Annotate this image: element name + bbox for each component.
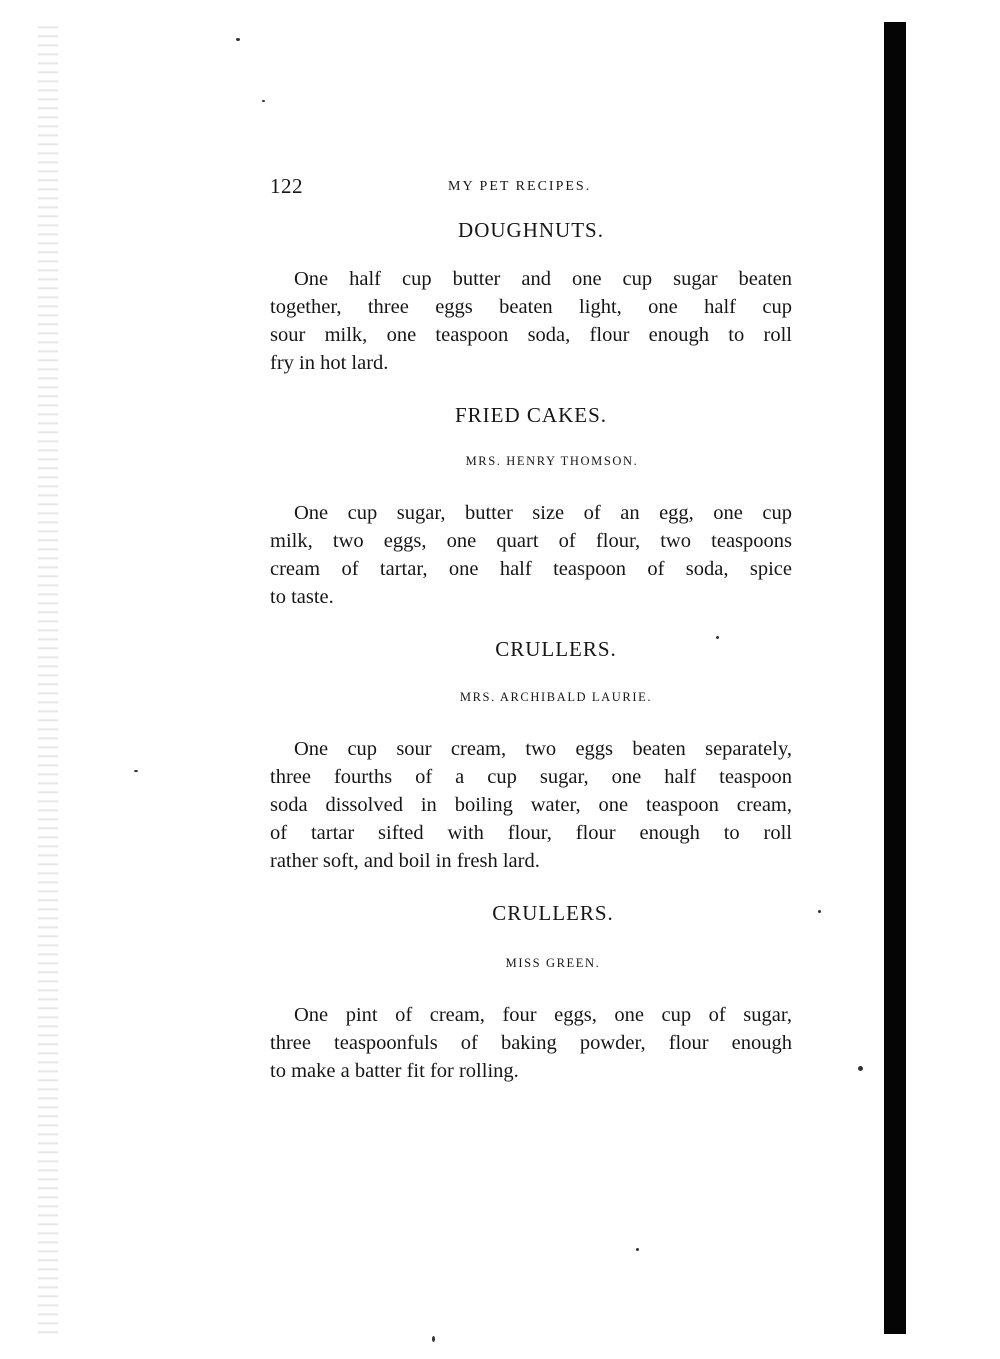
recipe-line: soda dissolved in boiling water, one teaspoon cream, — [270, 794, 792, 816]
recipe-line: milk, two eggs, one quart of flour, two teaspoons — [270, 530, 792, 552]
running-title: MY PET RECIPES. — [448, 179, 592, 194]
recipe-title-fried-cakes: FRIED CAKES. — [454, 403, 608, 427]
recipe-body-crullers-second — [270, 1001, 792, 1085]
recipe-author-crullers-second: MISS GREEN. — [505, 956, 601, 970]
recipe-line: to make a batter fit for rolling. — [270, 1060, 519, 1082]
scan-speck — [262, 100, 265, 102]
recipe-author-crullers: MRS. ARCHIBALD LAURIE. — [459, 690, 653, 704]
recipe-line: three fourths of a cup sugar, one half teaspoon — [270, 766, 792, 788]
scan-speck — [236, 38, 240, 41]
scan-speck — [858, 1066, 863, 1071]
recipe-line: One cup sour cream, two eggs beaten separately, — [294, 738, 792, 760]
scan-speck — [432, 1336, 435, 1342]
recipe-line: sour milk, one teaspoon soda, flour enough to roll — [270, 324, 792, 346]
page-number: 122 — [270, 174, 303, 198]
recipe-line: One half cup butter and one cup sugar beaten — [294, 268, 792, 290]
recipe-author-fried-cakes: MRS. HENRY THOMSON. — [465, 454, 639, 468]
recipe-body-doughnuts — [270, 265, 792, 377]
recipe-title-crullers-second: CRULLERS. — [492, 901, 614, 925]
recipe-line: together, three eggs beaten light, one half cup — [270, 296, 792, 318]
recipe-line: fry in hot lard. — [270, 352, 389, 374]
recipe-line: three teaspoonfuls of baking powder, flour enough — [270, 1032, 792, 1054]
page-gutter-shadow — [38, 20, 58, 1340]
recipe-line: of tartar sifted with flour, flour enough to roll — [270, 822, 792, 844]
recipe-body-fried-cakes — [270, 499, 792, 611]
scan-speck — [134, 770, 138, 772]
recipe-line: cream of tartar, one half teaspoon of soda, spice — [270, 558, 792, 580]
recipe-line: One pint of cream, four eggs, one cup of sugar, — [294, 1004, 792, 1026]
text-column — [270, 170, 792, 1085]
recipe-line: to taste. — [270, 586, 334, 608]
recipe-line: rather soft, and boil in fresh lard. — [270, 850, 540, 872]
recipe-title-doughnuts: DOUGHNUTS. — [458, 218, 604, 242]
recipe-title-crullers: CRULLERS. — [495, 637, 617, 661]
recipe-body-crullers — [270, 735, 792, 875]
running-head — [270, 170, 792, 206]
scan-edge-bar — [884, 22, 906, 1334]
recipe-line: One cup sugar, butter size of an egg, one cup — [294, 502, 792, 524]
scan-speck — [818, 910, 821, 913]
scan-speck — [636, 1248, 639, 1251]
